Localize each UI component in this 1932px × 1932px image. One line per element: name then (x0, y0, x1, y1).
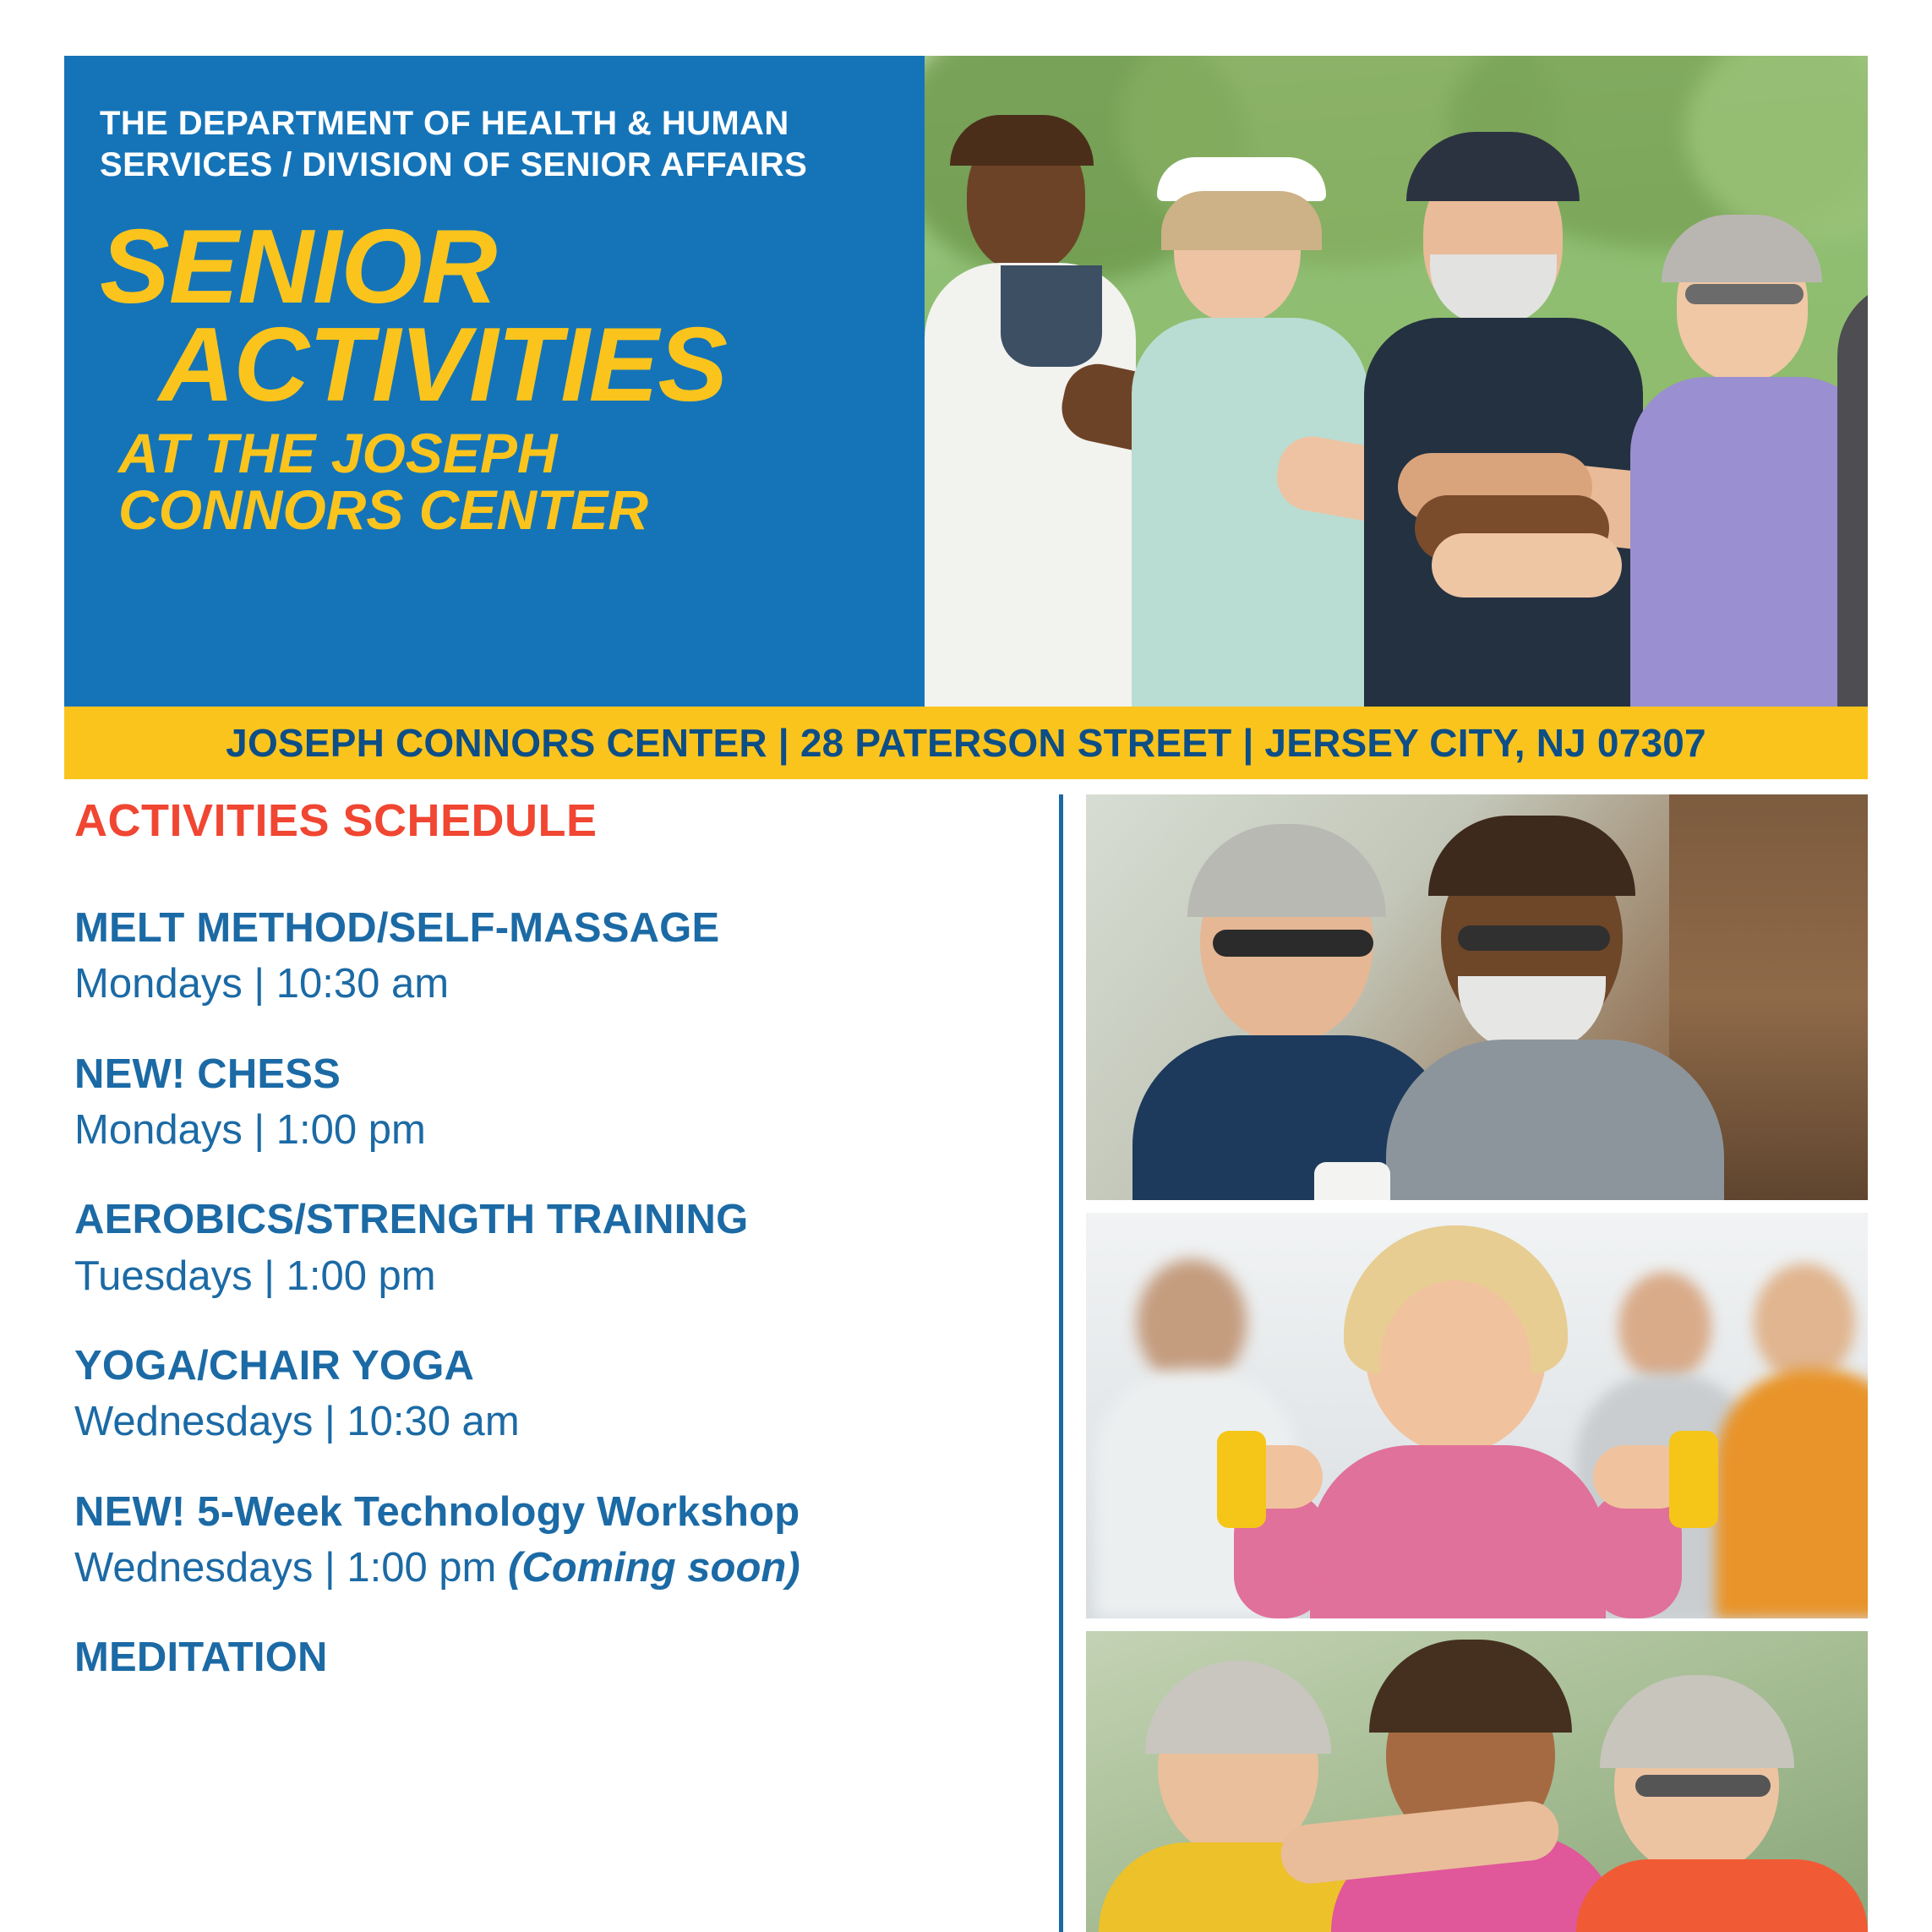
photo-person-face (1379, 1280, 1531, 1449)
person-cap (1406, 132, 1580, 201)
hero-person-1 (933, 115, 1153, 707)
photo-women-hugging (1086, 1631, 1868, 1932)
photo-seniors-smiling (1086, 794, 1868, 1200)
activity-item (74, 1051, 1021, 1154)
header-banner (64, 56, 1868, 707)
schedule-heading: ACTIVITIES SCHEDULE (74, 795, 598, 846)
content-area (0, 794, 1932, 1932)
activity-name: NEW! 5-Week Technology Workshop (74, 1488, 800, 1535)
activity-item (74, 1342, 1021, 1446)
photo-person-glasses (1458, 925, 1610, 951)
activity-time (74, 960, 1021, 1007)
activity-name: MEDITATION (74, 1635, 328, 1681)
activity-time (74, 1106, 1021, 1154)
activity-time-text: Mondays | 1:00 pm (74, 1107, 426, 1154)
person-collar (1001, 265, 1102, 367)
page-subtitle-line-2: CONNORS CENTER (118, 478, 649, 541)
person-hair (950, 115, 1094, 166)
person-glasses (1685, 284, 1804, 304)
activity-name: YOGA/CHAIR YOGA (74, 1343, 475, 1389)
activity-time-text: Wednesdays | 1:00 pm (74, 1545, 508, 1591)
hero-photo (925, 56, 1868, 707)
page-title-line-1: SENIOR (100, 208, 497, 325)
photo-person-torso (1386, 1040, 1724, 1200)
photo-background-person (1754, 1263, 1855, 1382)
activity-time (74, 1544, 1021, 1591)
dumbbell (1669, 1431, 1718, 1528)
person-torso (1837, 280, 1868, 707)
activity-name: MELT METHOD/SELF-MASSAGE (74, 905, 720, 951)
person-torso (1630, 377, 1868, 707)
activity-item (74, 1634, 1021, 1681)
photo-mug (1314, 1162, 1390, 1200)
page-subtitle-line-1: AT THE JOSEPH (118, 421, 558, 484)
photo-person-torso (1310, 1445, 1606, 1618)
dumbbell (1217, 1431, 1266, 1528)
photo-person-glasses (1213, 930, 1373, 957)
activity-name: NEW! CHESS (74, 1051, 341, 1097)
photo-background-person (1618, 1272, 1711, 1382)
department-line: THE DEPARTMENT OF HEALTH & HUMAN SERVICES / DIVISION OF SENIOR AFFAIRS (100, 105, 808, 183)
header-title-block (64, 56, 925, 707)
photo-dumbbell-class (1086, 1213, 1868, 1618)
activity-name: AEROBICS/STRENGTH TRAINING (74, 1197, 749, 1243)
stacked-hand (1432, 533, 1622, 598)
hero-person-4 (1626, 166, 1868, 707)
photo-background-person (1716, 1369, 1868, 1618)
hero-person-2 (1123, 132, 1377, 707)
activity-item (74, 1196, 1021, 1300)
activity-item (74, 1488, 1021, 1592)
page-title-line-2: ACTIVITIES (159, 307, 728, 424)
activity-note: (Coming soon) (508, 1545, 800, 1591)
person-hair (1161, 191, 1322, 250)
page-subtitle (118, 421, 891, 541)
schedule-column (74, 794, 1021, 1724)
activity-time-text: Wednesdays | 10:30 am (74, 1399, 520, 1445)
activity-time-text: Mondays | 10:30 am (74, 961, 450, 1007)
hero-person-3 (1364, 115, 1643, 707)
photo-column (1086, 794, 1868, 1932)
photo-person-glasses (1635, 1775, 1771, 1797)
page-title (100, 208, 891, 424)
activity-item (74, 904, 1021, 1008)
activity-time-text: Tuesdays | 1:00 pm (74, 1253, 436, 1299)
activity-time (74, 1398, 1021, 1445)
activity-time (74, 1253, 1021, 1300)
vertical-divider (1059, 794, 1063, 1932)
photo-person-torso (1576, 1859, 1868, 1932)
photo-background-person (1137, 1259, 1247, 1386)
address-text: JOSEPH CONNORS CENTER | 28 PATERSON STREET | JERSEY CITY, NJ 07307 (226, 721, 1706, 765)
address-bar (64, 707, 1868, 779)
person-beard (1430, 254, 1557, 325)
photo-person-arm (1589, 1492, 1682, 1618)
hero-person-5 (1837, 98, 1868, 707)
person-hair (1662, 215, 1822, 282)
